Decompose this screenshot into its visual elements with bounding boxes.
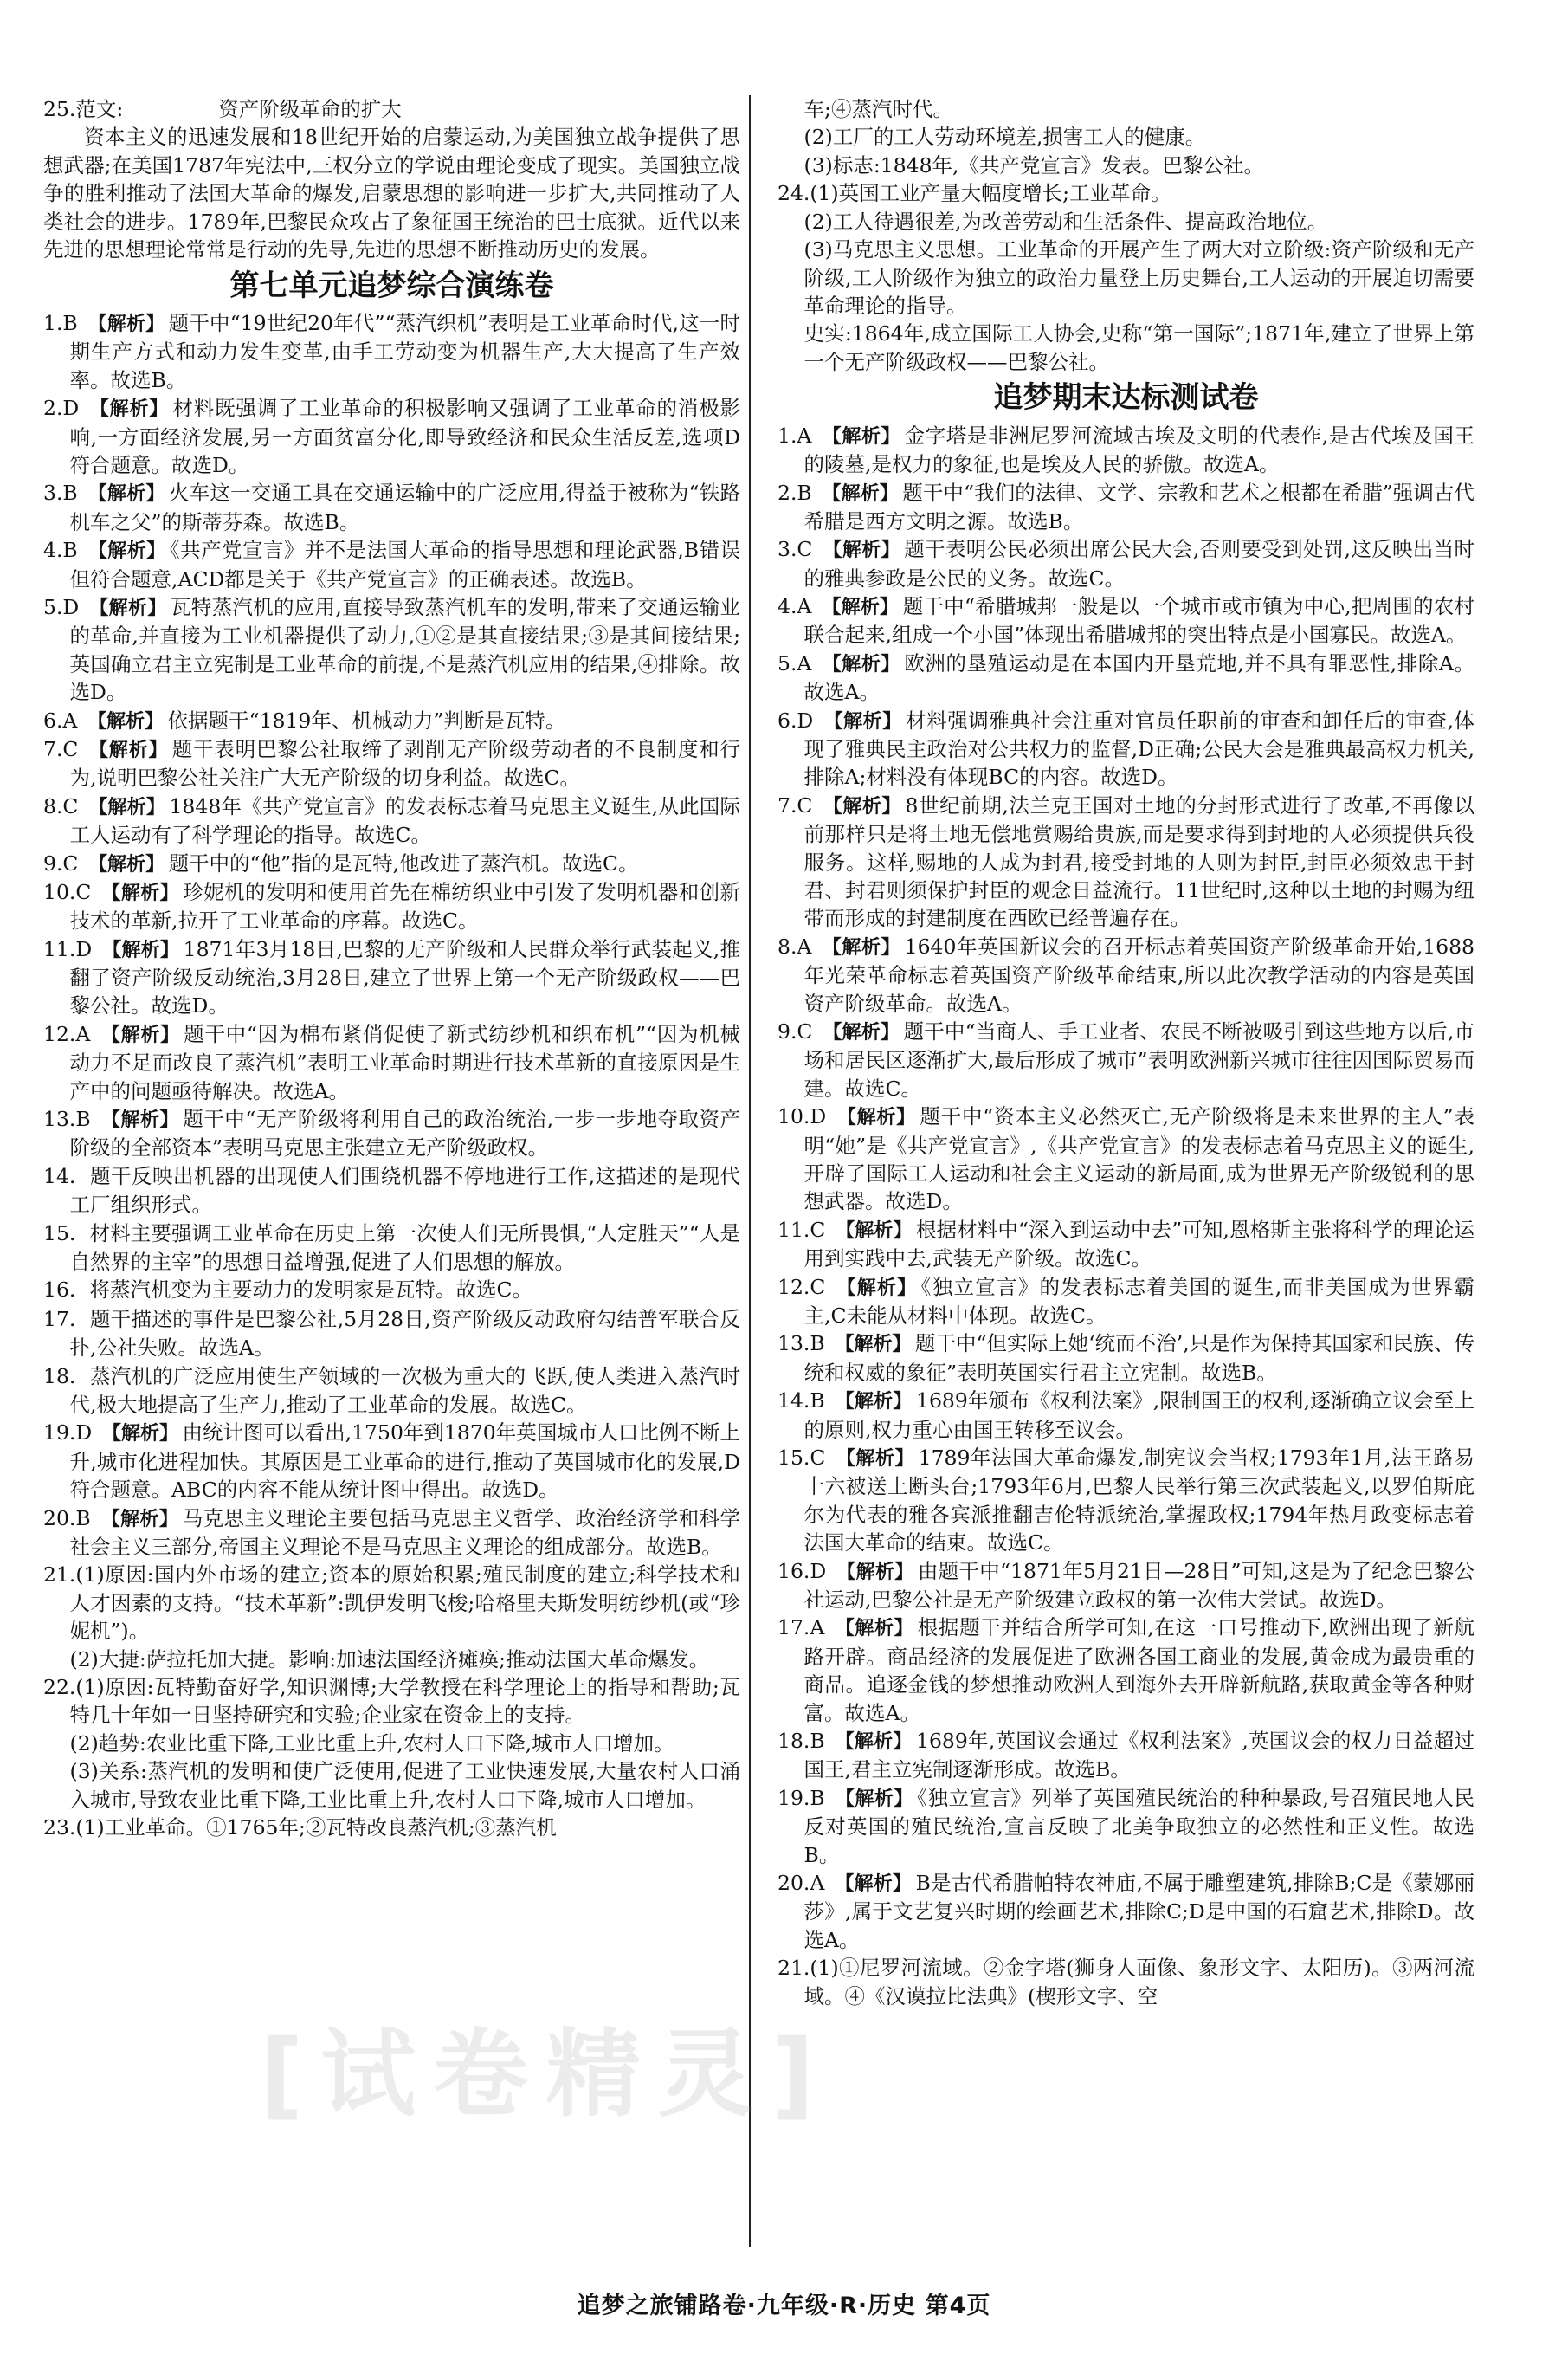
analysis-tag: 【解析】 <box>100 1109 179 1132</box>
right-column <box>778 95 1474 2252</box>
q-number: 12. <box>43 1021 76 1046</box>
analysis-text: 依据题干“1819年、机械动力”判断是瓦特。 <box>167 708 566 733</box>
answer-item <box>778 1727 1474 1784</box>
q-number: 5. <box>778 650 797 676</box>
unit7-answer-list <box>43 309 740 1561</box>
analysis-tag: 【解析】 <box>835 1334 912 1356</box>
answer-letter: C <box>810 1217 826 1242</box>
q-number: 3. <box>43 481 63 506</box>
analysis-text: 由题干中“1871年5月21日—28日”可知,这是为了纪念巴黎公社运动,巴黎公社是无产阶级建立政权的第一次伟大尝试。故选D。 <box>803 1558 1474 1613</box>
answer-item <box>43 1276 740 1304</box>
analysis-text: 1689年颁布《权利法案》,限制国王的权利,逐渐确立议会至上的原则,权力重心由国王转移至议会。 <box>803 1388 1474 1442</box>
analysis-text: 《独立宣言》列举了英国殖民统治的种种暴政,号召殖民地人民反对英国的殖民统治,宣言反映了北美争取独立的必然性和正义性。故选B。 <box>803 1785 1474 1867</box>
q-number: 21. <box>778 1956 810 1981</box>
analysis-tag: 【解析】 <box>823 540 900 562</box>
analysis-tag: 【解析】 <box>822 597 900 619</box>
analysis-text: 马克思主义理论主要包括马克思主义哲学、政治经济学和科学社会主义三部分,帝国主义理论不是马克思主义理论的组成部分。故选B。 <box>69 1505 740 1559</box>
q21-line-1: (1)原因:国内外市场的建立;资本的原始积累;殖民制度的建立;科学技术和人才因素的支持。“技术革新”:凯伊发明飞梭;哈格里夫斯发明纺纱机(或“珍妮机”)。 <box>69 1562 740 1644</box>
q-number: 6. <box>778 708 797 733</box>
q-number: 23. <box>43 1815 76 1840</box>
q-number: 10. <box>43 879 76 904</box>
answer-item <box>43 1504 740 1562</box>
answer-item <box>43 878 740 935</box>
analysis-text: 将蒸汽机变为主要动力的发明家是瓦特。故选C。 <box>89 1277 532 1303</box>
q-number: 5. <box>43 595 63 619</box>
final-q21-text: (1)①尼罗河流域。②金字塔(狮身人面像、象形文字、太阳历)。③两河流域。④《汉谟拉比法典》(楔形文字、空 <box>803 1956 1474 2008</box>
answer-item <box>43 1362 740 1420</box>
analysis-text: 题干反映出机器的出现使人们围绕机器不停地进行工作,这描述的是现代工厂组织形式。 <box>69 1163 740 1218</box>
answer-letter: C <box>797 537 813 562</box>
answer-item <box>43 536 740 593</box>
analysis-text: 题干中“我们的法律、文学、宗教和艺术之根都在希腊”强调古代希腊是西方文明之源。故选B。 <box>803 480 1474 534</box>
q22-line-3: (3)关系:蒸汽机的发明和使广泛使用,促进了工业快速发展,大量农村人口涌入城市,导致农业比重下降,工业比重上升,农村人口下降,城市人口增加。 <box>69 1759 740 1812</box>
answer-item <box>778 1614 1474 1727</box>
answer-letter: B <box>810 1388 825 1413</box>
q-number: 13. <box>778 1331 810 1356</box>
answer-letter: C <box>62 736 79 761</box>
answer-item <box>778 422 1474 479</box>
q-number: 17. <box>778 1615 810 1640</box>
q24-line-4: 史实:1864年,成立国际工人协会,史称“第一国际”;1871年,建立了世界上第一个无产阶级政权——巴黎公社。 <box>803 321 1474 374</box>
answer-letter: B <box>810 1785 825 1810</box>
answer-letter: C <box>810 1445 826 1471</box>
q24-line-1: (1)英国工业产量大幅度增长;工业革命。 <box>810 181 1171 206</box>
answer-item <box>778 1273 1474 1330</box>
answer-letter: D <box>810 1558 827 1583</box>
answer-letter: A <box>810 1615 825 1640</box>
answer-item <box>778 1444 1474 1557</box>
answer-item <box>43 1419 740 1504</box>
analysis-tag: 【解析】 <box>822 653 900 676</box>
q-number: 2. <box>43 396 63 421</box>
answer-item <box>43 1305 740 1362</box>
q24-line-3: (3)马克思主义思想。工业革命的开展产生了两大对立阶级:资产阶级和无产阶级,工人阶级作为独立的政治力量登上历史舞台,工人运动的开展迫切需要革命理论的指导。 <box>803 237 1474 318</box>
answer-item <box>778 1018 1474 1103</box>
answer-item <box>778 1329 1474 1387</box>
analysis-text: 1640年英国新议会的召开标志着英国资产阶级革命开始,1688年光荣革命标志着英国资产阶级革命结束,所以此次教学活动的内容是英国资产阶级革命。故选A。 <box>803 934 1474 1016</box>
q-number: 9. <box>43 850 63 876</box>
analysis-text: 欧洲的垦殖运动是在本国内开垦荒地,并不具有罪恶性,排除A。故选A。 <box>803 650 1474 705</box>
answer-letter: B <box>62 311 78 336</box>
answer-letter: B <box>810 1331 825 1356</box>
answer-letter: D <box>810 1104 827 1129</box>
essay-body: 资本主义的迅速发展和18世纪开始的启蒙运动,为美国独立战争提供了思想武器;在美国1787年宪法中,三权分立的学说由理论变成了现实。美国独立战争的胜利推动了法国大革命的爆发,启蒙思想的影响进一步扩大,共同推动了人类社会的进步。1789年,巴黎民众攻占了象征国王统治的巴士底狱。近代以来先进的思想理论常常是行动的先导,先进的思想不断推动历史的发展。 <box>43 125 740 262</box>
answer-q21 <box>43 1561 740 1673</box>
answer-letter: B <box>75 1505 91 1530</box>
answer-letter: B <box>797 480 812 505</box>
answer-letter: D <box>62 595 80 619</box>
analysis-tag: 【解析】 <box>88 739 169 761</box>
answer-item <box>43 394 740 479</box>
section-title-final: 追梦期末达标测试卷 <box>993 380 1259 416</box>
answer-letter: C <box>797 1019 813 1044</box>
analysis-tag: 【解析】 <box>822 482 899 505</box>
answer-item <box>43 1105 740 1162</box>
analysis-tag: 【解析】 <box>835 1391 913 1413</box>
analysis-tag: 【解析】 <box>822 425 901 448</box>
analysis-text: 根据材料中“深入到运动中去”可知,恩格斯主张将科学的理论运用到实践中去,武装无产阶级。故选C。 <box>803 1217 1474 1271</box>
analysis-text: 题干中“资本主义必然灭亡,无产阶级将是未来世界的主人”表明“她”是《共产党宣言》,《共产党宣言》的发表标志着马克思主义的诞生,开辟了国际工人运动和社会主义运动的新局面,成为世界无产阶级锐利的思想武器。故选D。 <box>803 1104 1474 1214</box>
q-number: 3. <box>778 537 797 562</box>
answer-item <box>778 707 1474 792</box>
analysis-tag: 【解析】 <box>88 796 166 818</box>
q-number: 14. <box>43 1163 76 1188</box>
q-number: 18. <box>778 1729 810 1754</box>
q-number: 15. <box>778 1445 810 1471</box>
answer-q23 <box>43 1814 740 1841</box>
q-number: 9. <box>778 1019 797 1044</box>
answer-item <box>778 792 1474 933</box>
answer-letter: A <box>797 423 812 448</box>
q23-cont-1: 车;④蒸汽时代。 <box>803 97 953 121</box>
answer-item <box>43 1219 740 1277</box>
q-number: 18. <box>43 1363 76 1388</box>
q23-cont-2: (2)工厂的工人劳动环境差,损害工人的健康。 <box>803 125 1206 150</box>
answer-item <box>778 650 1474 707</box>
q23-cont-3: (3)标志:1848年,《共产党宣言》发表。巴黎公社。 <box>803 152 1265 178</box>
essay-heading <box>43 95 740 123</box>
column-divider <box>749 95 751 2247</box>
answer-item <box>43 1162 740 1219</box>
answer-q24 <box>778 179 1474 376</box>
analysis-text: 《共产党宣言》并不是法国大革命的指导思想和理论武器,B错误但符合题意,ACD都是关于《共产党宣言》的正确表述。故选B。 <box>69 538 740 592</box>
analysis-tag: 【解析】 <box>836 1561 914 1583</box>
analysis-tag: 【解析】 <box>100 1024 180 1046</box>
answer-item <box>778 592 1474 650</box>
answer-item <box>43 309 740 394</box>
q23-text: (1)工业革命。①1765年;②瓦特改良蒸汽机;③蒸汽机 <box>75 1815 557 1840</box>
analysis-tag: 【解析】 <box>823 1022 900 1044</box>
page-footer: 追梦之旅铺路卷·九年级·R·历史 第4页 <box>577 2293 991 2319</box>
answer-item <box>43 735 740 792</box>
answer-letter: A <box>797 934 812 959</box>
answer-letter: C <box>75 879 92 904</box>
q-number: 24. <box>778 181 810 206</box>
left-column <box>43 95 740 2252</box>
answer-item <box>778 1784 1474 1869</box>
analysis-text: 蒸汽机的广泛应用使生产领域的一次极为重大的飞跃,使人类进入蒸汽时代,极大地提高了生产力,推动了工业革命的发展。故选C。 <box>69 1363 740 1417</box>
answer-letter: A <box>810 1871 825 1896</box>
q-number: 16. <box>43 1277 76 1303</box>
analysis-text: 珍妮机的发明和使用首先在棉纺织业中引发了发明机器和创新技术的革新,拉开了工业革命的序幕。故选C。 <box>69 879 740 934</box>
answer-item <box>778 1869 1474 1954</box>
answer-item <box>778 933 1474 1018</box>
answer-q22 <box>43 1673 740 1814</box>
analysis-text: 火车这一交通工具在交通运输中的广泛应用,得益于被称为“铁路机车之父”的斯蒂芬森。故选B。 <box>69 481 740 534</box>
analysis-tag: 【解析】 <box>836 1219 913 1242</box>
analysis-text: 根据题干并结合所学可知,在这一口号推动下,欧洲出现了新航路开辟。商品经济的发展促进了欧洲各国工商业的发展,黄金成为最贵重的商品。追逐金钱的梦想推动欧洲人到海外去开辟新航路,获取黄金等各种财富。故选A。 <box>803 1615 1474 1725</box>
analysis-text: 1848年《共产党宣言》的发表标志着马克思主义诞生,从此国际工人运动有了科学理论的指导。故选C。 <box>69 793 740 848</box>
analysis-text: 材料既强调了工业革命的积极影响又强调了工业革命的消极影响,一方面经济发展,另一方面贫富分化,即导致经济和民众生活反差,选项D符合题意。故选D。 <box>69 396 740 478</box>
answer-letter: D <box>75 936 93 961</box>
analysis-text: 1871年3月18日,巴黎的无产阶级和人民群众举行武装起义,推翻了资产阶级反动统治,3月28日,建立了世界上第一个无产阶级政权——巴黎公社。故选D。 <box>69 936 740 1019</box>
analysis-tag: 【解析】 <box>101 882 179 904</box>
section-title-unit7: 第七单元追梦综合演练卷 <box>229 268 554 303</box>
analysis-tag: 【解析】 <box>87 314 165 336</box>
q-number: 2. <box>778 480 797 505</box>
analysis-text: 材料强调雅典社会注重对官员任职前的审查和卸任后的审查,体现了雅典民主政治对公共权力的监督,D正确;公民大会是雅典最高权力机关,排除A;材料没有体现BC的内容。故选D。 <box>803 708 1474 790</box>
q21-line-2: (2)大捷:萨拉托加大捷。影响:加速法国经济瘫痪;推动法国大革命爆发。 <box>69 1646 710 1672</box>
answer-item <box>43 792 740 850</box>
answer-item <box>778 1557 1474 1614</box>
q-number: 10. <box>778 1104 810 1129</box>
answer-letter: C <box>810 1274 826 1299</box>
analysis-text: 金字塔是非洲尼罗河流域古埃及文明的代表作,是古代埃及国王的陵墓,是权力的象征,也是埃及人民的骄傲。故选A。 <box>803 423 1474 477</box>
answer-item <box>43 1020 740 1105</box>
analysis-text: 8世纪前期,法兰克王国对土地的分封形式进行了改革,不再像以前那样只是将土地无偿地赏赐给贵族,而是要求得到封地的人必须提供兵役服务。这样,赐地的人成为封君,接受封地的人则为封臣,封臣必须效忠于封君、封君则须保护封臣的观念日益流行。11世纪时,这种以土地的封赐为纽带而形成的封建制度在西欧已经普遍存在。 <box>803 792 1474 931</box>
answer-letter: B <box>62 481 78 506</box>
answer-letter: C <box>62 793 79 818</box>
analysis-text: 瓦特蒸汽机的应用,直接导致蒸汽机车的发明,带来了交通运输业的革命,并直接为工业机器提供了动力,①②是其直接结果;③是其间接结果;英国确立君主立宪制是工业革命的前提,不是蒸汽机应用的结果,④排除。故选D。 <box>69 595 740 705</box>
answer-item <box>43 850 740 878</box>
answer-item <box>43 707 740 735</box>
analysis-tag: 【解析】 <box>836 1277 918 1299</box>
analysis-tag: 【解析】 <box>88 853 165 876</box>
q-number: 19. <box>43 1420 76 1445</box>
answer-letter: D <box>75 1420 93 1445</box>
q22-line-1: (1)原因:瓦特勤奋好学,知识渊博;大学教授在科学理论上的指导和帮助;瓦特几十年如一日坚持研究和实验;企业家在资金上的支持。 <box>69 1675 740 1728</box>
q-number: 1. <box>43 311 63 336</box>
answer-item <box>778 479 1474 536</box>
q-number: 15. <box>43 1220 76 1245</box>
q-number: 6. <box>43 708 63 733</box>
analysis-tag: 【解析】 <box>835 1873 913 1896</box>
answer-item <box>778 535 1474 592</box>
analysis-tag: 【解析】 <box>835 1788 913 1810</box>
essay-label: 25.范文: <box>43 97 124 121</box>
q-number: 11. <box>778 1217 810 1242</box>
answer-letter: C <box>797 792 813 818</box>
q-number: 4. <box>43 538 63 563</box>
answer-item <box>43 935 740 1020</box>
answer-item <box>778 1387 1474 1444</box>
analysis-text: 题干中的“他”指的是瓦特,他改进了蒸汽机。故选C。 <box>168 850 639 876</box>
q-number: 16. <box>778 1558 810 1583</box>
analysis-text: B是古代希腊帕特农神庙,不属于雕塑建筑,排除B;C是《蒙娜丽莎》,属于文艺复兴时期的绘画艺术,排除C;D是中国的石窟艺术,排除D。故选A。 <box>803 1871 1474 1952</box>
analysis-tag: 【解析】 <box>822 936 901 959</box>
q-number: 22. <box>43 1675 76 1700</box>
analysis-tag: 【解析】 <box>836 1448 915 1471</box>
analysis-text: 1689年,英国议会通过《权利法案》,英国议会的权力日益超过国王,君主立宪制逐渐形成。故选B。 <box>803 1729 1474 1782</box>
analysis-tag: 【解析】 <box>87 483 165 506</box>
q-number: 12. <box>778 1274 810 1299</box>
analysis-text: 题干中“当商人、手工业者、农民不断被吸引到这些地方以后,市场和居民区逐渐扩大,最后形成了城市”表明欧洲新兴城市往往因国际贸易而建。故选C。 <box>803 1019 1474 1101</box>
q-number: 8. <box>778 934 797 959</box>
analysis-text: 题干中“因为棉布紧俏促使了新式纺纱机和织布机”“因为机械动力不足而改良了蒸汽机”表明工业革命时期进行技术革新的直接原因是生产中的问题亟待解决。故选A。 <box>69 1021 740 1103</box>
analysis-text: 题干中“无产阶级将利用自己的政治统治,一步一步地夺取资产阶级的全部资本”表明马克思主张建立无产阶级政权。 <box>69 1107 740 1161</box>
q24-line-2: (2)工人待遇很差,为改善劳动和生活条件、提高政治地位。 <box>803 209 1328 234</box>
analysis-text: 1789年法国大革命爆发,制宪议会当权;1793年1月,法王路易十六被送上断头台;1793年6月,巴黎人民举行第三次武装起义,以罗伯斯庇尔为代表的雅各宾派推翻吉伦特派统治,掌握政权;1794年热月政变标志着法国大革命的结束。故选C。 <box>803 1445 1474 1555</box>
final-answer-list <box>778 422 1474 1955</box>
answer-item <box>778 1216 1474 1273</box>
analysis-tag: 【解析】 <box>823 710 902 733</box>
q-number: 14. <box>778 1388 810 1413</box>
answer-letter: B <box>75 1107 91 1132</box>
analysis-tag: 【解析】 <box>89 398 170 421</box>
answer-letter: A <box>62 708 78 733</box>
answer-letter: A <box>797 650 812 676</box>
q-number: 8. <box>43 793 63 818</box>
analysis-text: 题干中“希腊城邦一般是以一个城市或市镇为中心,把周围的农村联合起来,组成一个小国”体现出希腊城邦的突出特点是小国寡民。故选A。 <box>803 594 1474 648</box>
analysis-text: 由统计图可以看出,1750年到1870年英国城市人口比例不断上升,城市化进程加快。其原因是工业革命的进行,推动了英国城市化的发展,D符合题意。ABC的内容不能从统计图中得出。故选D。 <box>69 1420 740 1503</box>
answer-item <box>778 1103 1474 1216</box>
answer-letter: D <box>797 708 814 733</box>
q-number: 1. <box>778 423 797 448</box>
answer-item <box>43 479 740 536</box>
q-number: 11. <box>43 936 76 961</box>
analysis-tag: 【解析】 <box>100 1508 179 1530</box>
analysis-text: 题干中“但实际上她‘统而不治’,只是作为保持其国家和民族、传统和权威的象征”表明英国实行君主立宪制。故选B。 <box>803 1331 1474 1385</box>
answer-letter: A <box>75 1021 91 1046</box>
analysis-tag: 【解析】 <box>823 795 902 818</box>
q-number: 4. <box>778 594 797 619</box>
analysis-text: 题干描述的事件是巴黎公社,5月28日,资产阶级反动政府勾结普军联合反扑,公社失败。故选A。 <box>69 1306 740 1361</box>
analysis-text: 《独立宣言》的发表标志着美国的诞生,而非美国成为世界霸主,C未能从材料中体现。故选C。 <box>803 1274 1474 1329</box>
q-number: 20. <box>43 1505 76 1530</box>
answer-item <box>43 593 740 707</box>
answer-letter: C <box>62 850 79 876</box>
analysis-tag: 【解析】 <box>89 598 167 619</box>
q22-line-2: (2)趋势:农业比重下降,工业比重上升,农村人口下降,城市人口增加。 <box>69 1730 674 1756</box>
q-number: 7. <box>43 736 63 761</box>
answer-letter: B <box>62 538 78 563</box>
answer-letter: B <box>810 1729 825 1754</box>
final-answer-q21 <box>778 1954 1474 2010</box>
analysis-tag: 【解析】 <box>836 1107 916 1129</box>
analysis-text: 题干表明巴黎公社取缔了剥削无产阶级劳动者的不良制度和行为,说明巴黎公社关注广大无产阶级的切身利益。故选C。 <box>69 736 740 791</box>
analysis-text: 材料主要强调工业革命在历史上第一次使人们无所畏惧,“人定胜天”“人是自然界的主宰”的思想日益增强,促进了人们思想的解放。 <box>69 1220 740 1275</box>
analysis-tag: 【解析】 <box>835 1618 914 1640</box>
q-number: 13. <box>43 1107 76 1132</box>
analysis-tag: 【解析】 <box>101 1423 179 1445</box>
watermark: [试卷精灵] <box>260 2019 832 2130</box>
q-number: 19. <box>778 1785 810 1810</box>
q-number: 21. <box>43 1562 76 1588</box>
q-number: 7. <box>778 792 797 818</box>
q-number: 20. <box>778 1871 810 1896</box>
analysis-text: 题干中“19世纪20年代”“蒸汽织机”表明是工业革命时代,这一时期生产方式和动力发生变革,由手工劳动变为机器生产,大大提高了生产效率。故选B。 <box>69 311 740 392</box>
answer-letter: D <box>62 396 80 421</box>
analysis-tag: 【解析】 <box>87 710 165 733</box>
answer-letter: A <box>797 594 812 619</box>
analysis-tag: 【解析】 <box>87 540 166 563</box>
analysis-tag: 【解析】 <box>835 1731 913 1754</box>
essay-title: 资产阶级革命的扩大 <box>218 97 402 121</box>
analysis-text: 题干表明公民必须出席公民大会,否则要受到处罚,这反映出当时的雅典参政是公民的义务。故选C。 <box>803 537 1474 591</box>
analysis-tag: 【解析】 <box>101 939 180 961</box>
q-number: 17. <box>43 1306 76 1331</box>
